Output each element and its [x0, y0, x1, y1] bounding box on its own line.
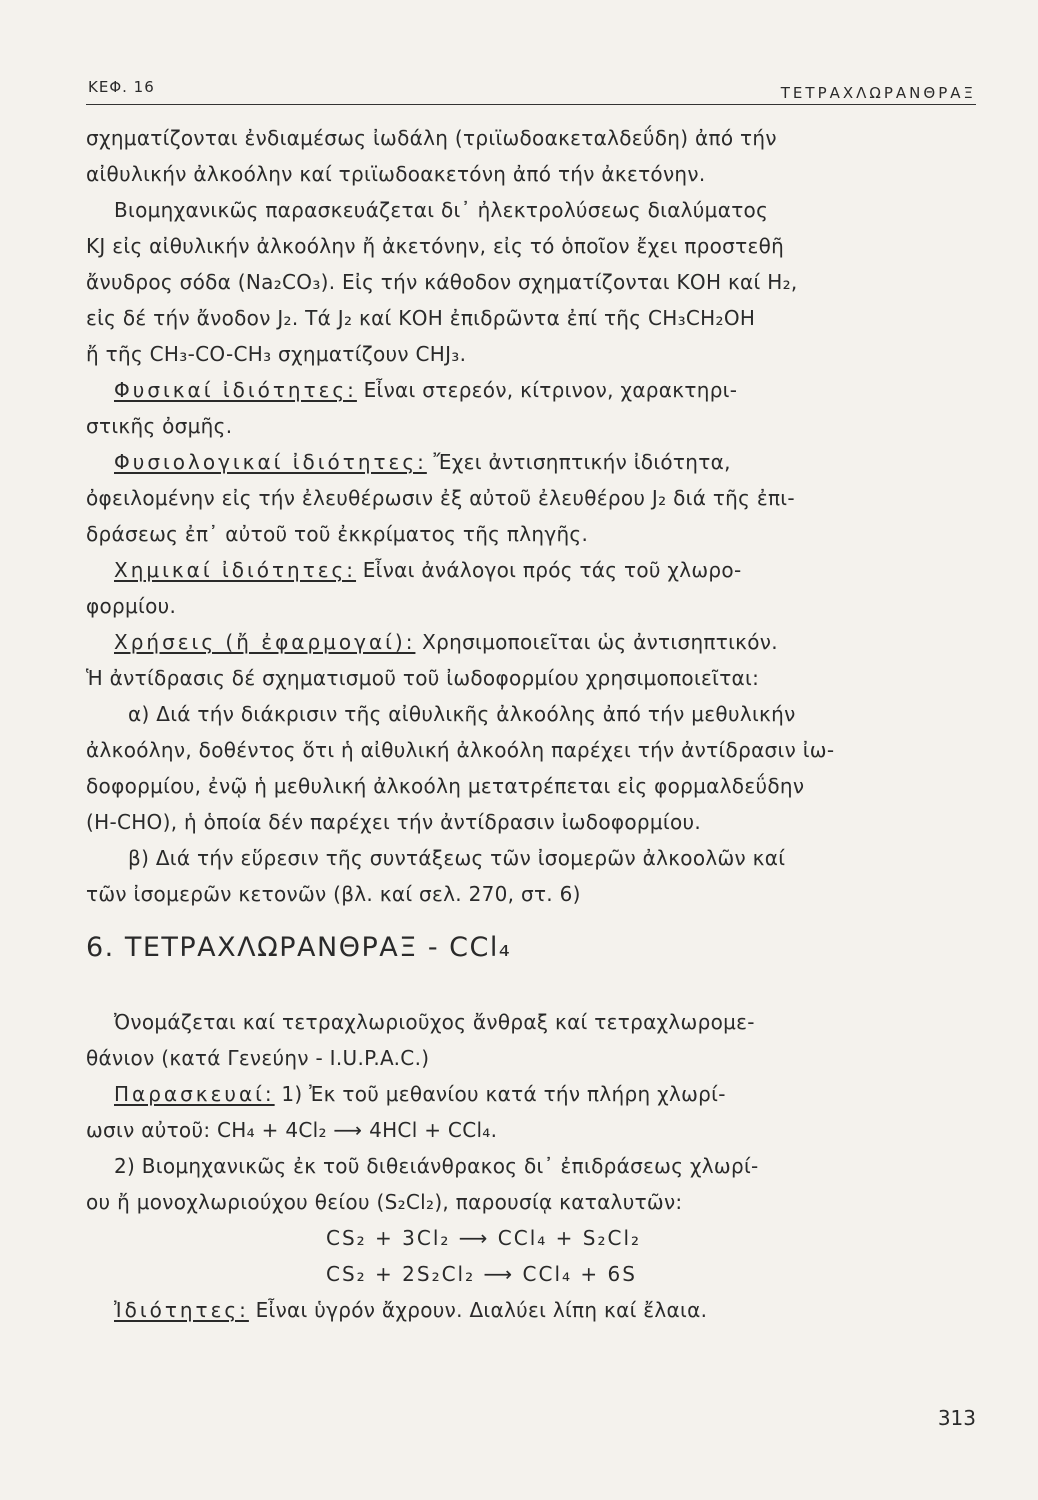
uses-heading: Χρήσεις (ἤ ἐφαρμογαί):	[114, 630, 416, 654]
properties-heading: Ἰδιότητες:	[114, 1298, 249, 1322]
text-line: Ἡ ἀντίδρασις δέ σχηματισμοῦ τοῦ ἰωδοφορμίου χρησιμοποιεῖται:	[86, 666, 760, 690]
text-line: ΚJ εἰς αἰθυλικήν ἀλκοόλην ἤ ἀκετόνην, εἰς τό ὁποῖον ἔχει προστεθῆ	[86, 234, 785, 258]
equation-1: CS₂ + 3Cl₂ ⟶ CCl₄ + S₂Cl₂	[326, 1226, 642, 1250]
preparation-heading: Παρασκευαί:	[114, 1082, 275, 1106]
text-line: αἰθυλικήν ἀλκοόλην καί τριϊωδοακετόνη ἀπό τήν ἀκετόνην.	[86, 162, 706, 186]
text-line: ἄνυδρος σόδα (Na₂CO₃). Εἰς τήν κάθοδον σχηματίζονται ΚΟΗ καί Η₂,	[86, 270, 798, 294]
spacer	[86, 976, 976, 1004]
physical-properties-heading: Φυσικαί ἰδιότητες:	[114, 378, 357, 402]
physiological-properties-text: Ἔχει ἀντισηπτικήν ἰδιότητα,	[433, 450, 731, 474]
text-line: φορμίου.	[86, 594, 177, 618]
physical-properties-text: Εἶναι στερεόν, κίτρινον, χαρακτηρι-	[363, 378, 738, 402]
text-line: ἤ τῆς CH₃-CO-CH₃ σχηματίζουν CHJ₃.	[86, 342, 467, 366]
text-line: α) Διά τήν διάκρισιν τῆς αἰθυλικῆς ἀλκοόλης ἀπό τήν μεθυλικήν	[128, 702, 796, 726]
text-line: στικῆς ὀσμῆς.	[86, 414, 233, 438]
text-line: Βιομηχανικῶς παρασκευάζεται δι᾽ ἠλεκτρολύσεως διαλύματος	[114, 198, 769, 222]
chemical-properties-text: Εἶναι ἀνάλογοι πρός τάς τοῦ χλωρο-	[362, 558, 742, 582]
text-line: δράσεως ἐπ᾽ αὐτοῦ τοῦ ἐκκρίματος τῆς πληγῆς.	[86, 522, 589, 546]
physical-properties-paragraph	[86, 372, 976, 408]
text-line: εἰς δέ τήν ἄνοδον J₂. Τά J₂ καί ΚΟΗ ἐπιδρῶντα ἐπί τῆς CH₃CH₂OH	[86, 306, 756, 330]
chemical-properties-heading: Χημικαί ἰδιότητες:	[114, 558, 357, 582]
text-line: σχηματίζονται ἐνδιαμέσως ἰωδάλη (τριϊωδοακεταλδεΰδη) ἀπό τήν	[86, 126, 777, 150]
header-rule	[86, 104, 976, 105]
page-body	[86, 120, 976, 1328]
properties-paragraph	[86, 1292, 976, 1328]
equation-2: CS₂ + 2S₂Cl₂ ⟶ CCl₄ + 6S	[326, 1262, 637, 1286]
text-line: δοφορμίου, ἐνῷ ἡ μεθυλική ἀλκοόλη μετατρέπεται εἰς φορμαλδεΰδην	[86, 774, 805, 798]
physiological-properties-paragraph	[86, 444, 976, 480]
page-number: 313	[937, 1406, 976, 1430]
text-line: τῶν ἰσομερῶν κετονῶν (βλ. καί σελ. 270, στ. 6)	[86, 882, 581, 906]
preparation-paragraph	[86, 1076, 976, 1112]
text-line: ου ἤ μονοχλωριούχου θείου (S₂Cl₂), παρουσίᾳ καταλυτῶν:	[86, 1190, 683, 1214]
text-line: θάνιον (κατά Γενεύην - I.U.P.A.C.)	[86, 1046, 430, 1070]
text-line: ὀφειλομένην εἰς τήν ἐλευθέρωσιν ἐξ αὐτοῦ ἐλευθέρου J₂ διά τῆς ἐπι-	[86, 486, 795, 510]
running-title: ΤΕΤΡΑΧΛΩΡΑΝΘΡΑΞ	[780, 84, 976, 102]
chemical-properties-paragraph	[86, 552, 976, 588]
preparation-text: 1) Ἐκ τοῦ μεθανίου κατά τήν πλήρη χλωρί-	[281, 1082, 726, 1106]
section-title: 6. ΤΕΤΡΑΧΛΩΡΑΝΘΡΑΞ - CCl₄	[86, 932, 512, 963]
page-header	[88, 78, 976, 102]
text-line: (H-CHO), ἡ ὁποία δέν παρέχει τήν ἀντίδρασιν ἰωδοφορμίου.	[86, 810, 702, 834]
chapter-label: ΚΕΦ. 16	[88, 78, 155, 96]
text-line: ωσιν αὐτοῦ: CH₄ + 4Cl₂ ⟶ 4HCl + CCl₄.	[86, 1118, 498, 1142]
uses-text: Χρησιμοποιεῖται ὡς ἀντισηπτικόν.	[422, 630, 778, 654]
physiological-properties-heading: Φυσιολογικαί ἰδιότητες:	[114, 450, 427, 474]
properties-text: Εἶναι ὑγρόν ἄχρουν. Διαλύει λίπη καί ἔλαια.	[255, 1298, 708, 1322]
text-line: β) Διά τήν εὕρεσιν τῆς συντάξεως τῶν ἰσομερῶν ἀλκοολῶν καί	[128, 846, 786, 870]
text-line: ἀλκοόλην, δοθέντος ὅτι ἡ αἰθυλική ἀλκοόλη παρέχει τήν ἀντίδρασιν ἰω-	[86, 738, 835, 762]
text-line: Ὀνομάζεται καί τετραχλωριοῦχος ἄνθραξ καί τετραχλωρομε-	[114, 1010, 755, 1034]
uses-paragraph	[86, 624, 976, 660]
text-line: 2) Βιομηχανικῶς ἐκ τοῦ διθειάνθρακος δι᾽ ἐπιδράσεως χλωρί-	[114, 1154, 759, 1178]
